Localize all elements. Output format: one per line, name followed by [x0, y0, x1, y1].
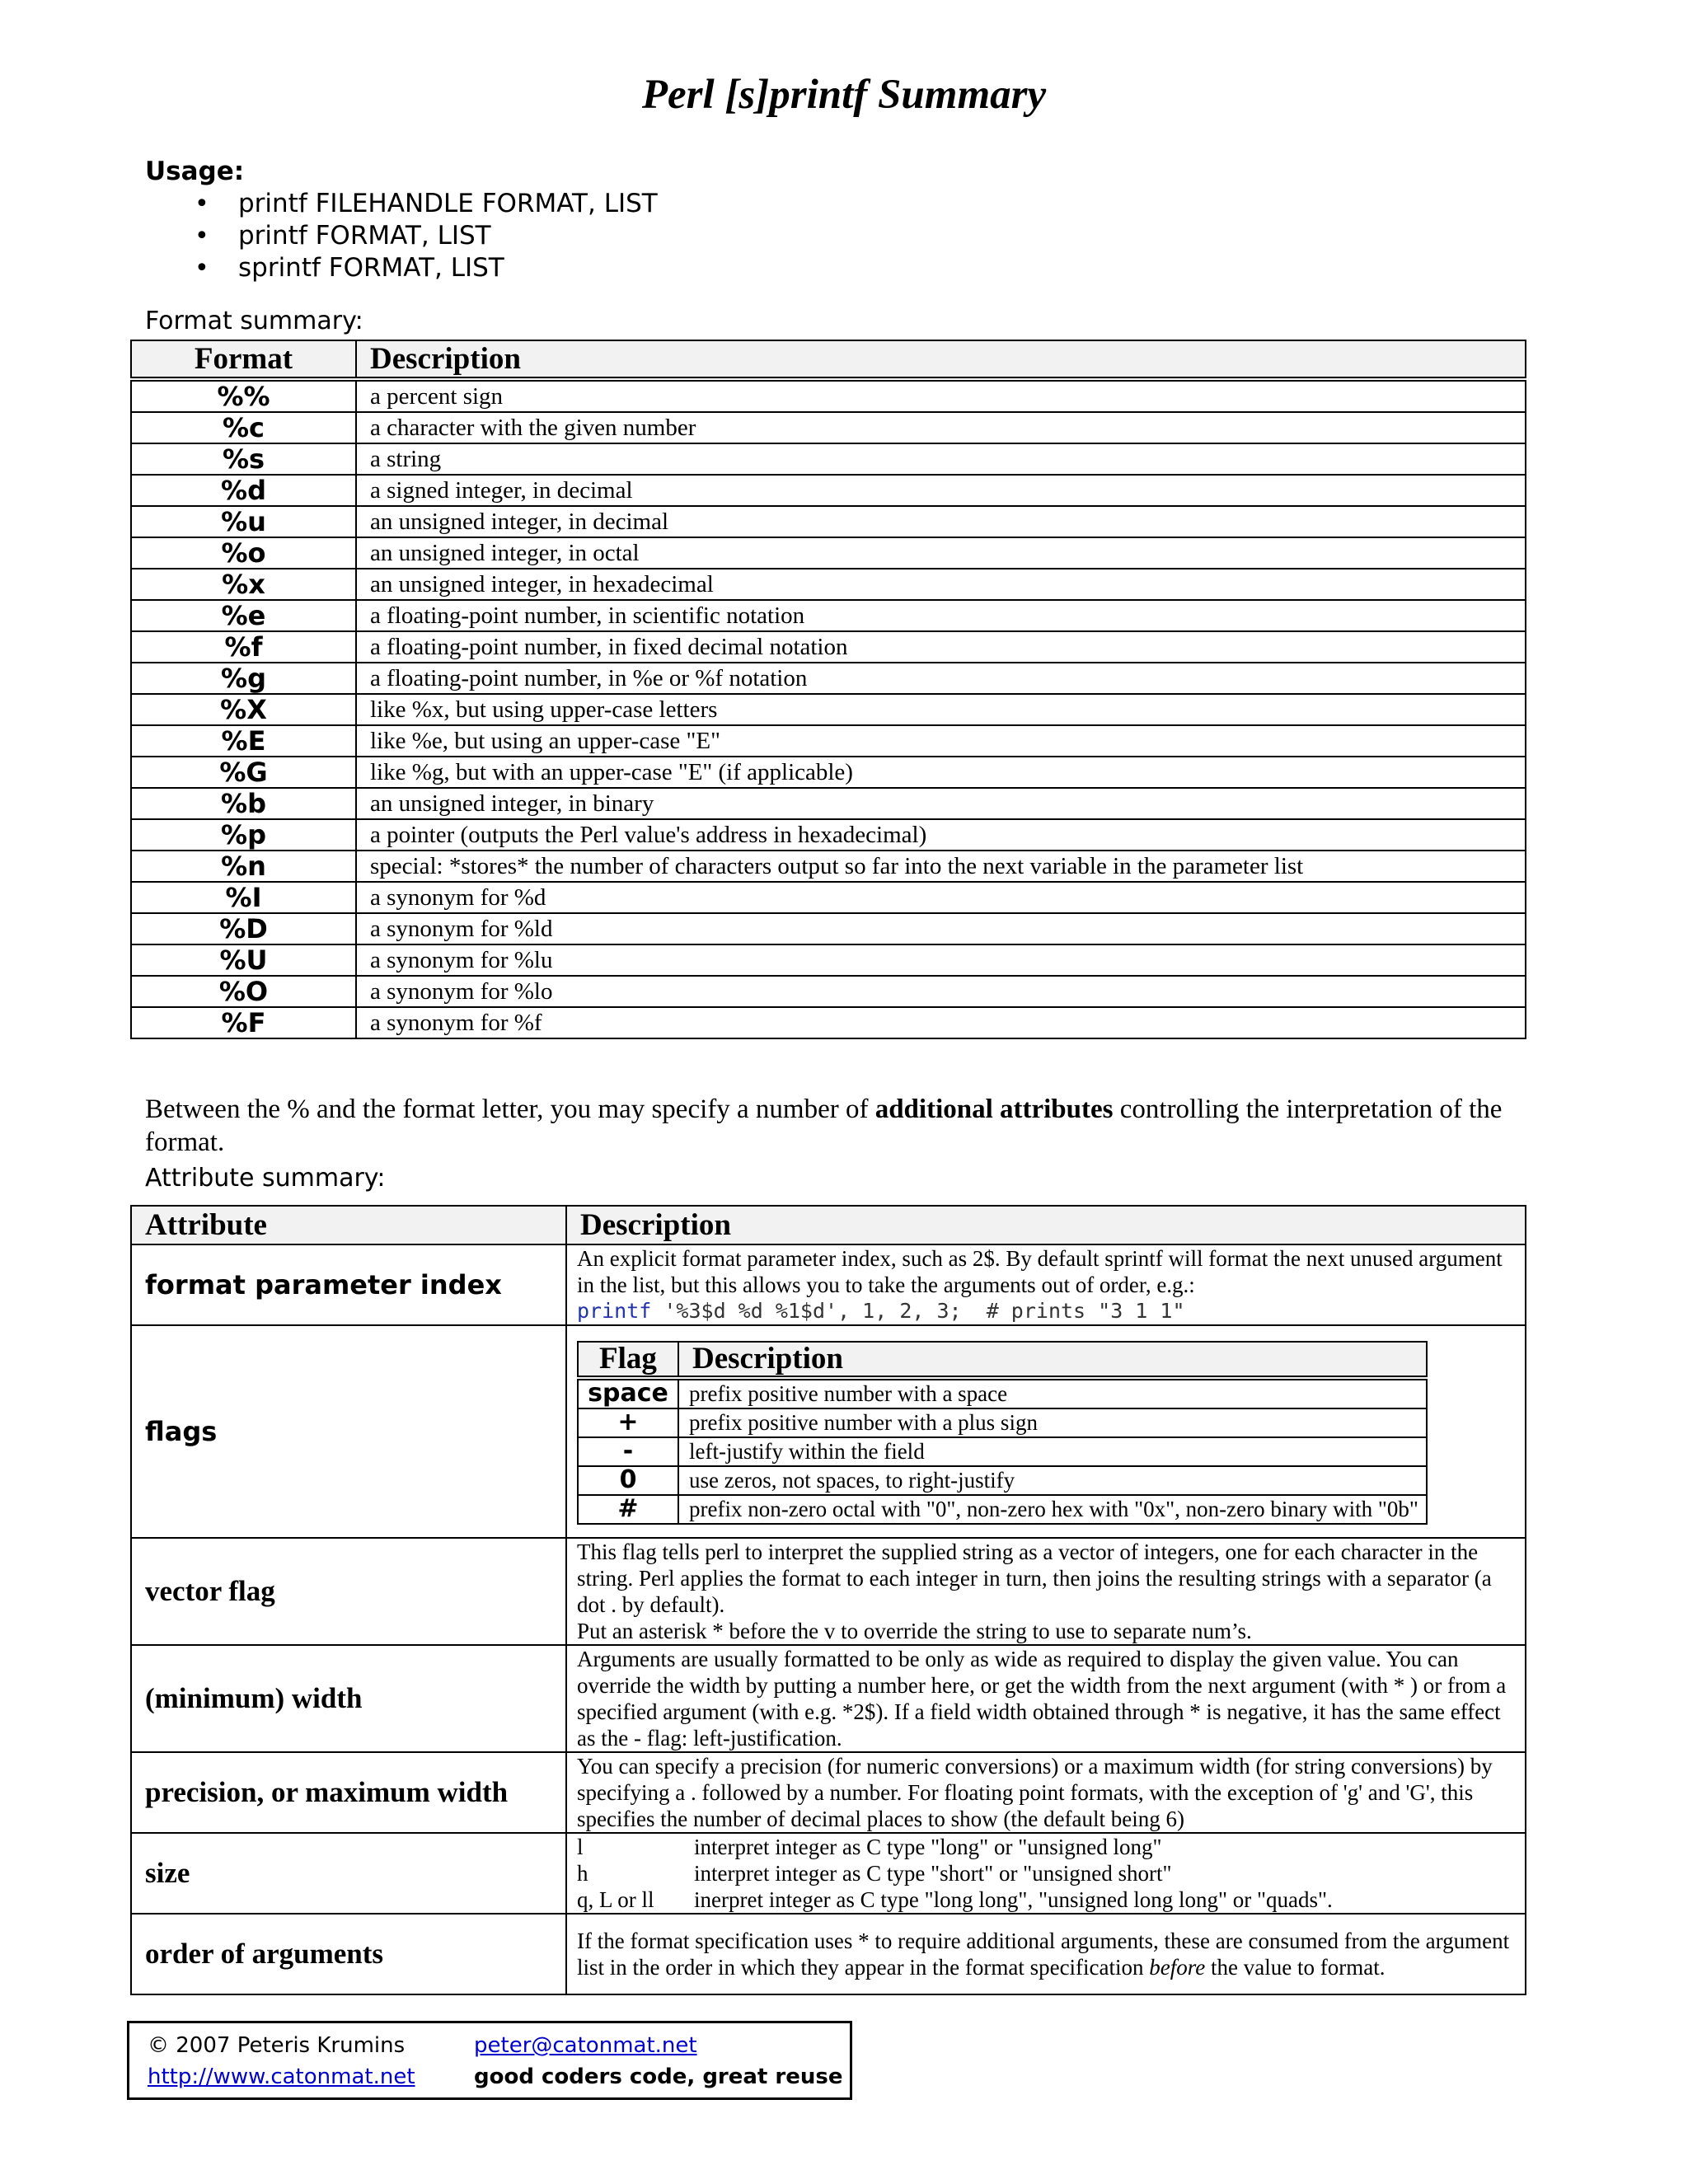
- table-row: [131, 506, 1526, 537]
- code-example: [577, 1298, 1515, 1324]
- attribute-row-flags: [131, 1325, 1526, 1538]
- table-row: [131, 663, 1526, 694]
- flag-row: [578, 1466, 1427, 1495]
- attribute-description-text: This flag tells perl to interpret the supplied string as a vector of integers, one for each character in the string. Perl applies the format to each integer in turn, then joins the resulting strings with a separator (a dot . by default).: [577, 1540, 1492, 1617]
- flag-column-header: Flag: [578, 1342, 678, 1378]
- attributes-intro: [145, 1093, 1530, 1159]
- attribute-name: precision, or maximum width: [131, 1752, 566, 1833]
- flag-row: [578, 1495, 1427, 1524]
- attributes-intro-bold: additional attributes: [874, 1094, 1114, 1124]
- size-key: h: [577, 1861, 588, 1886]
- format-description: a synonym for %lo: [356, 976, 1526, 1007]
- format-code: %X: [131, 694, 356, 725]
- table-row: [131, 725, 1526, 757]
- size-value: interpret integer as C type "long" or "unsigned long": [694, 1835, 1162, 1859]
- usage-item: [145, 220, 658, 252]
- size-row: [577, 1886, 1515, 1913]
- attribute-description-text: If the format specification uses * to require additional arguments, these are consumed from the argument list in the order in which they appear in the format specification: [577, 1929, 1510, 1980]
- attribute-description: [566, 1833, 1526, 1914]
- flag-description-column-header: Description: [678, 1342, 1427, 1378]
- format-description: an unsigned integer, in decimal: [356, 506, 1526, 537]
- format-code: %%: [131, 379, 356, 412]
- size-key: l: [577, 1835, 584, 1859]
- size-value: inerpret integer as C type "long long", "unsigned long long" or "quads".: [694, 1887, 1333, 1912]
- table-row: [131, 1007, 1526, 1038]
- attribute-description: [566, 1244, 1526, 1325]
- format-code: %e: [131, 600, 356, 631]
- attribute-description: You can specify a precision (for numeric conversions) or a maximum width (for string conversions) by specifying a . followed by a number. For floating point formats, with the exception of 'g' and 'G', this specifies the number of decimal places to show (the default being 6): [566, 1752, 1526, 1833]
- description-column-header: Description: [356, 340, 1526, 379]
- flag-description: left-justify within the field: [678, 1437, 1427, 1466]
- website-link[interactable]: http://www.catonmat.net: [148, 2064, 415, 2089]
- bullet-icon: •: [195, 190, 209, 218]
- format-description: special: *stores* the number of characters output so far into the next variable in the parameter list: [356, 851, 1526, 882]
- table-row: [131, 882, 1526, 913]
- format-description: a percent sign: [356, 379, 1526, 412]
- table-row: [131, 694, 1526, 725]
- attribute-description: [566, 1914, 1526, 1994]
- table-row: [131, 379, 1526, 412]
- format-code: %n: [131, 851, 356, 882]
- bullet-icon: •: [195, 222, 209, 251]
- format-table-body: [131, 379, 1526, 1038]
- attribute-row-minimum-width: [131, 1645, 1526, 1752]
- table-row: [131, 788, 1526, 819]
- flag-row: [578, 1378, 1427, 1408]
- flag-table: [577, 1341, 1428, 1525]
- flag-table-body: [578, 1378, 1427, 1524]
- format-description: a synonym for %f: [356, 1007, 1526, 1038]
- format-code: %b: [131, 788, 356, 819]
- usage-item: [145, 188, 658, 220]
- usage-item: [145, 252, 658, 284]
- flag-symbol: 0: [578, 1466, 678, 1495]
- format-description: like %e, but using an upper-case "E": [356, 725, 1526, 757]
- format-code: %O: [131, 976, 356, 1007]
- attribute-description-text-end: the value to format.: [1205, 1955, 1386, 1980]
- table-row: [131, 944, 1526, 976]
- usage-item-text: printf FORMAT, LIST: [238, 221, 491, 251]
- format-description: an unsigned integer, in binary: [356, 788, 1526, 819]
- code-rest: '%3$d %d %1$d', 1, 2, 3; # prints "3 1 1": [651, 1299, 1185, 1323]
- format-code: %D: [131, 913, 356, 944]
- code-keyword: printf: [577, 1299, 652, 1323]
- format-description: an unsigned integer, in octal: [356, 537, 1526, 569]
- format-code: %f: [131, 631, 356, 663]
- copyright-text: © 2007 Peteris Krumins: [148, 2033, 406, 2058]
- attribute-name: vector flag: [131, 1538, 566, 1645]
- flag-table-header: [578, 1342, 1427, 1378]
- format-table-header: [131, 340, 1526, 379]
- table-row: [131, 569, 1526, 600]
- attribute-row-order-of-arguments: [131, 1914, 1526, 1994]
- size-row: [577, 1834, 1515, 1860]
- attribute-row-format-parameter-index: [131, 1244, 1526, 1325]
- flag-description: prefix positive number with a space: [678, 1378, 1427, 1408]
- format-table: [130, 340, 1526, 1039]
- table-row: [131, 475, 1526, 506]
- format-code: %s: [131, 443, 356, 475]
- format-description: like %x, but using upper-case letters: [356, 694, 1526, 725]
- format-code: %o: [131, 537, 356, 569]
- format-description: a character with the given number: [356, 412, 1526, 443]
- attribute-description: [566, 1325, 1526, 1538]
- size-row: [577, 1860, 1515, 1886]
- flag-description: prefix positive number with a plus sign: [678, 1408, 1427, 1437]
- table-row: [131, 757, 1526, 788]
- flag-symbol: space: [578, 1378, 678, 1408]
- attribute-column-header: Attribute: [131, 1206, 566, 1244]
- page-title: Perl [s]printf Summary: [641, 72, 1047, 118]
- format-code: %G: [131, 757, 356, 788]
- attribute-description-text-2: Put an asterisk * before the v to override the string to use to separate num’s.: [577, 1619, 1252, 1643]
- table-row: [131, 443, 1526, 475]
- format-description: a floating-point number, in fixed decimal notation: [356, 631, 1526, 663]
- usage-label: Usage:: [145, 157, 245, 186]
- table-row: [131, 412, 1526, 443]
- format-code: %d: [131, 475, 356, 506]
- format-description: a synonym for %d: [356, 882, 1526, 913]
- format-description: a floating-point number, in %e or %f notation: [356, 663, 1526, 694]
- format-description: a synonym for %ld: [356, 913, 1526, 944]
- footer-box: [127, 2021, 852, 2100]
- attribute-table-header: [131, 1206, 1526, 1244]
- attribute-description-text: An explicit format parameter index, such as 2$. By default sprintf will format the next unused argument in the list, but this allows you to take the arguments out of order, e.g.:: [577, 1246, 1503, 1297]
- flag-description: prefix non-zero octal with "0", non-zero hex with "0x", non-zero binary with "0b": [678, 1495, 1427, 1524]
- format-column-header: Format: [131, 340, 356, 379]
- attribute-description-italic: before: [1149, 1955, 1206, 1980]
- size-key: q, L or ll: [577, 1887, 654, 1912]
- table-row: [131, 913, 1526, 944]
- attribute-row-vector-flag: [131, 1538, 1526, 1645]
- email-link[interactable]: peter@catonmat.net: [474, 2033, 697, 2058]
- format-description: a floating-point number, in scientific notation: [356, 600, 1526, 631]
- table-row: [131, 537, 1526, 569]
- flag-symbol: +: [578, 1408, 678, 1437]
- attribute-name: (minimum) width: [131, 1645, 566, 1752]
- attribute-description: [566, 1538, 1526, 1645]
- attribute-name: format parameter index: [131, 1244, 566, 1325]
- format-code: %F: [131, 1007, 356, 1038]
- attribute-summary-label: Attribute summary:: [145, 1164, 386, 1193]
- format-description: a string: [356, 443, 1526, 475]
- slogan-text: good coders code, great reuse: [474, 2064, 843, 2089]
- table-row: [131, 819, 1526, 851]
- size-value: interpret integer as C type "short" or "unsigned short": [694, 1861, 1172, 1886]
- format-code: %g: [131, 663, 356, 694]
- attributes-intro-text: Between the % and the format letter, you may specify a number of: [145, 1094, 875, 1124]
- bullet-icon: •: [195, 254, 209, 283]
- format-description: like %g, but with an upper-case "E" (if applicable): [356, 757, 1526, 788]
- usage-item-text: sprintf FORMAT, LIST: [238, 253, 504, 283]
- format-summary-label: Format summary:: [145, 307, 363, 335]
- attribute-name: order of arguments: [131, 1914, 566, 1994]
- format-description: a signed integer, in decimal: [356, 475, 1526, 506]
- attributes-intro-text-end: controlling the interpretation of the format.: [145, 1094, 1503, 1157]
- format-code: %I: [131, 882, 356, 913]
- attribute-row-precision: [131, 1752, 1526, 1833]
- table-row: [131, 851, 1526, 882]
- format-code: %c: [131, 412, 356, 443]
- format-description: an unsigned integer, in hexadecimal: [356, 569, 1526, 600]
- usage-list: [145, 188, 658, 284]
- format-code: %E: [131, 725, 356, 757]
- format-code: %u: [131, 506, 356, 537]
- format-description: a pointer (outputs the Perl value's address in hexadecimal): [356, 819, 1526, 851]
- table-row: [131, 600, 1526, 631]
- format-description: a synonym for %lu: [356, 944, 1526, 976]
- format-code: %U: [131, 944, 356, 976]
- attribute-row-size: [131, 1833, 1526, 1914]
- usage-item-text: printf FILEHANDLE FORMAT, LIST: [238, 189, 658, 218]
- attribute-name: size: [131, 1833, 566, 1914]
- format-code: %p: [131, 819, 356, 851]
- table-row: [131, 631, 1526, 663]
- flag-row: [578, 1437, 1427, 1466]
- flag-row: [578, 1408, 1427, 1437]
- flag-symbol: #: [578, 1495, 678, 1524]
- flag-description: use zeros, not spaces, to right-justify: [678, 1466, 1427, 1495]
- attribute-table: [130, 1205, 1526, 1995]
- attribute-description: Arguments are usually formatted to be only as wide as required to display the given value. You can override the width by putting a number here, or get the width from the next argument (with * ) or from a specified argument (with e.g. *2$). If a field width obtained through * is negative, it has the same effect as the - flag: left-justification.: [566, 1645, 1526, 1752]
- flag-symbol: -: [578, 1437, 678, 1466]
- attribute-description-column-header: Description: [566, 1206, 1526, 1244]
- attribute-name: flags: [131, 1325, 566, 1538]
- table-row: [131, 976, 1526, 1007]
- format-code: %x: [131, 569, 356, 600]
